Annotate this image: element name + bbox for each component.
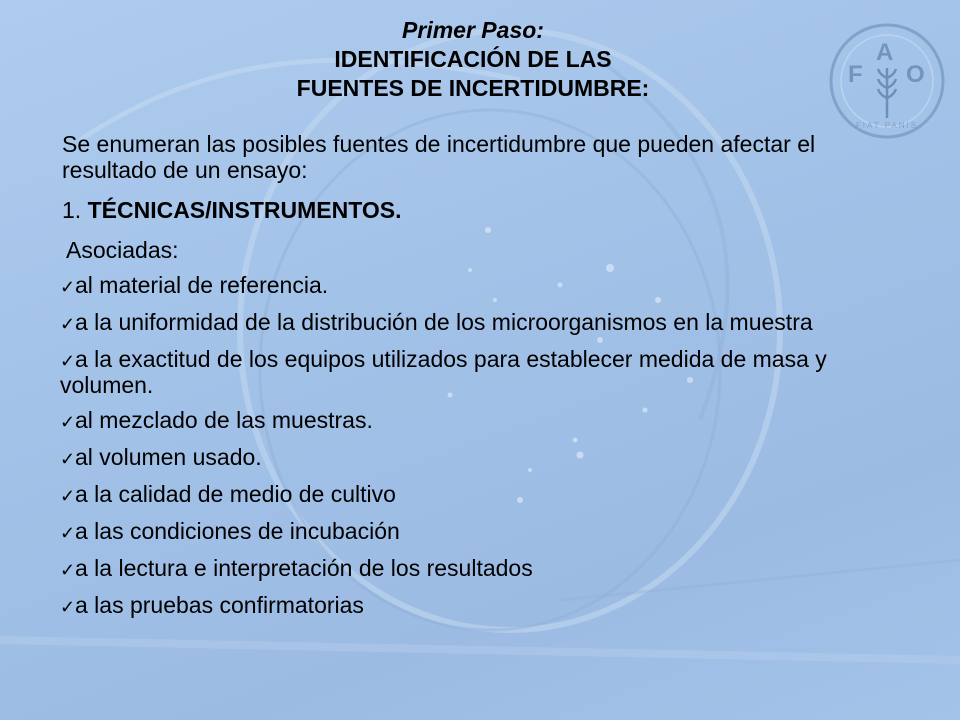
check-icon: ✓	[60, 314, 76, 334]
list-item	[60, 445, 882, 471]
uncertainty-list	[60, 273, 882, 619]
list-item-text: al mezclado de las muestras.	[75, 407, 373, 433]
list-item	[60, 273, 882, 299]
list-item	[60, 347, 882, 397]
list-item	[60, 408, 882, 434]
list-item-text: al material de referencia.	[75, 272, 329, 298]
svg-text:FIAT PANIS: FIAT PANIS	[855, 121, 919, 130]
svg-text:F: F	[848, 61, 863, 88]
list-item	[60, 310, 882, 336]
section-number: 1.	[62, 197, 82, 223]
list-item-text: al volumen usado.	[75, 444, 262, 470]
list-item-text: a la exactitud de los equipos utilizados para establecer medida de masa y volumen.	[60, 346, 827, 398]
list-item-text: a la lectura e interpretación de los resultados	[75, 555, 533, 581]
title-step: Primer Paso:	[402, 17, 544, 43]
list-item	[60, 556, 882, 582]
section-label: TÉCNICAS/INSTRUMENTOS.	[87, 197, 402, 223]
check-icon: ✓	[60, 412, 76, 432]
section-heading	[62, 197, 882, 223]
check-icon: ✓	[60, 597, 76, 617]
check-icon: ✓	[60, 449, 76, 469]
list-item-text: a la calidad de medio de cultivo	[75, 481, 396, 507]
check-icon: ✓	[60, 351, 76, 371]
check-icon: ✓	[60, 277, 76, 297]
list-item	[60, 519, 882, 545]
check-icon: ✓	[60, 486, 76, 506]
list-item	[60, 593, 882, 619]
title-line-3: FUENTES DE INCERTIDUMBRE:	[296, 75, 650, 101]
list-item-text: a las pruebas confirmatorias	[75, 592, 364, 618]
title-line-2: IDENTIFICACIÓN DE LAS	[334, 46, 612, 72]
svg-text:O: O	[906, 61, 925, 88]
associated-label: Asociadas:	[66, 237, 179, 263]
check-icon: ✓	[60, 523, 76, 543]
intro-text: Se enumeran las posibles fuentes de incertidumbre que pueden afectar el resultado de un ensayo:	[62, 131, 816, 183]
list-item-text: a las condiciones de incubación	[75, 518, 400, 544]
slide-body	[62, 131, 882, 630]
slide-title	[0, 16, 946, 103]
svg-text:A: A	[876, 39, 894, 66]
check-icon: ✓	[60, 560, 76, 580]
list-item-text: a la uniformidad de la distribución de los microorganismos en la muestra	[75, 309, 813, 335]
list-item	[60, 482, 882, 508]
